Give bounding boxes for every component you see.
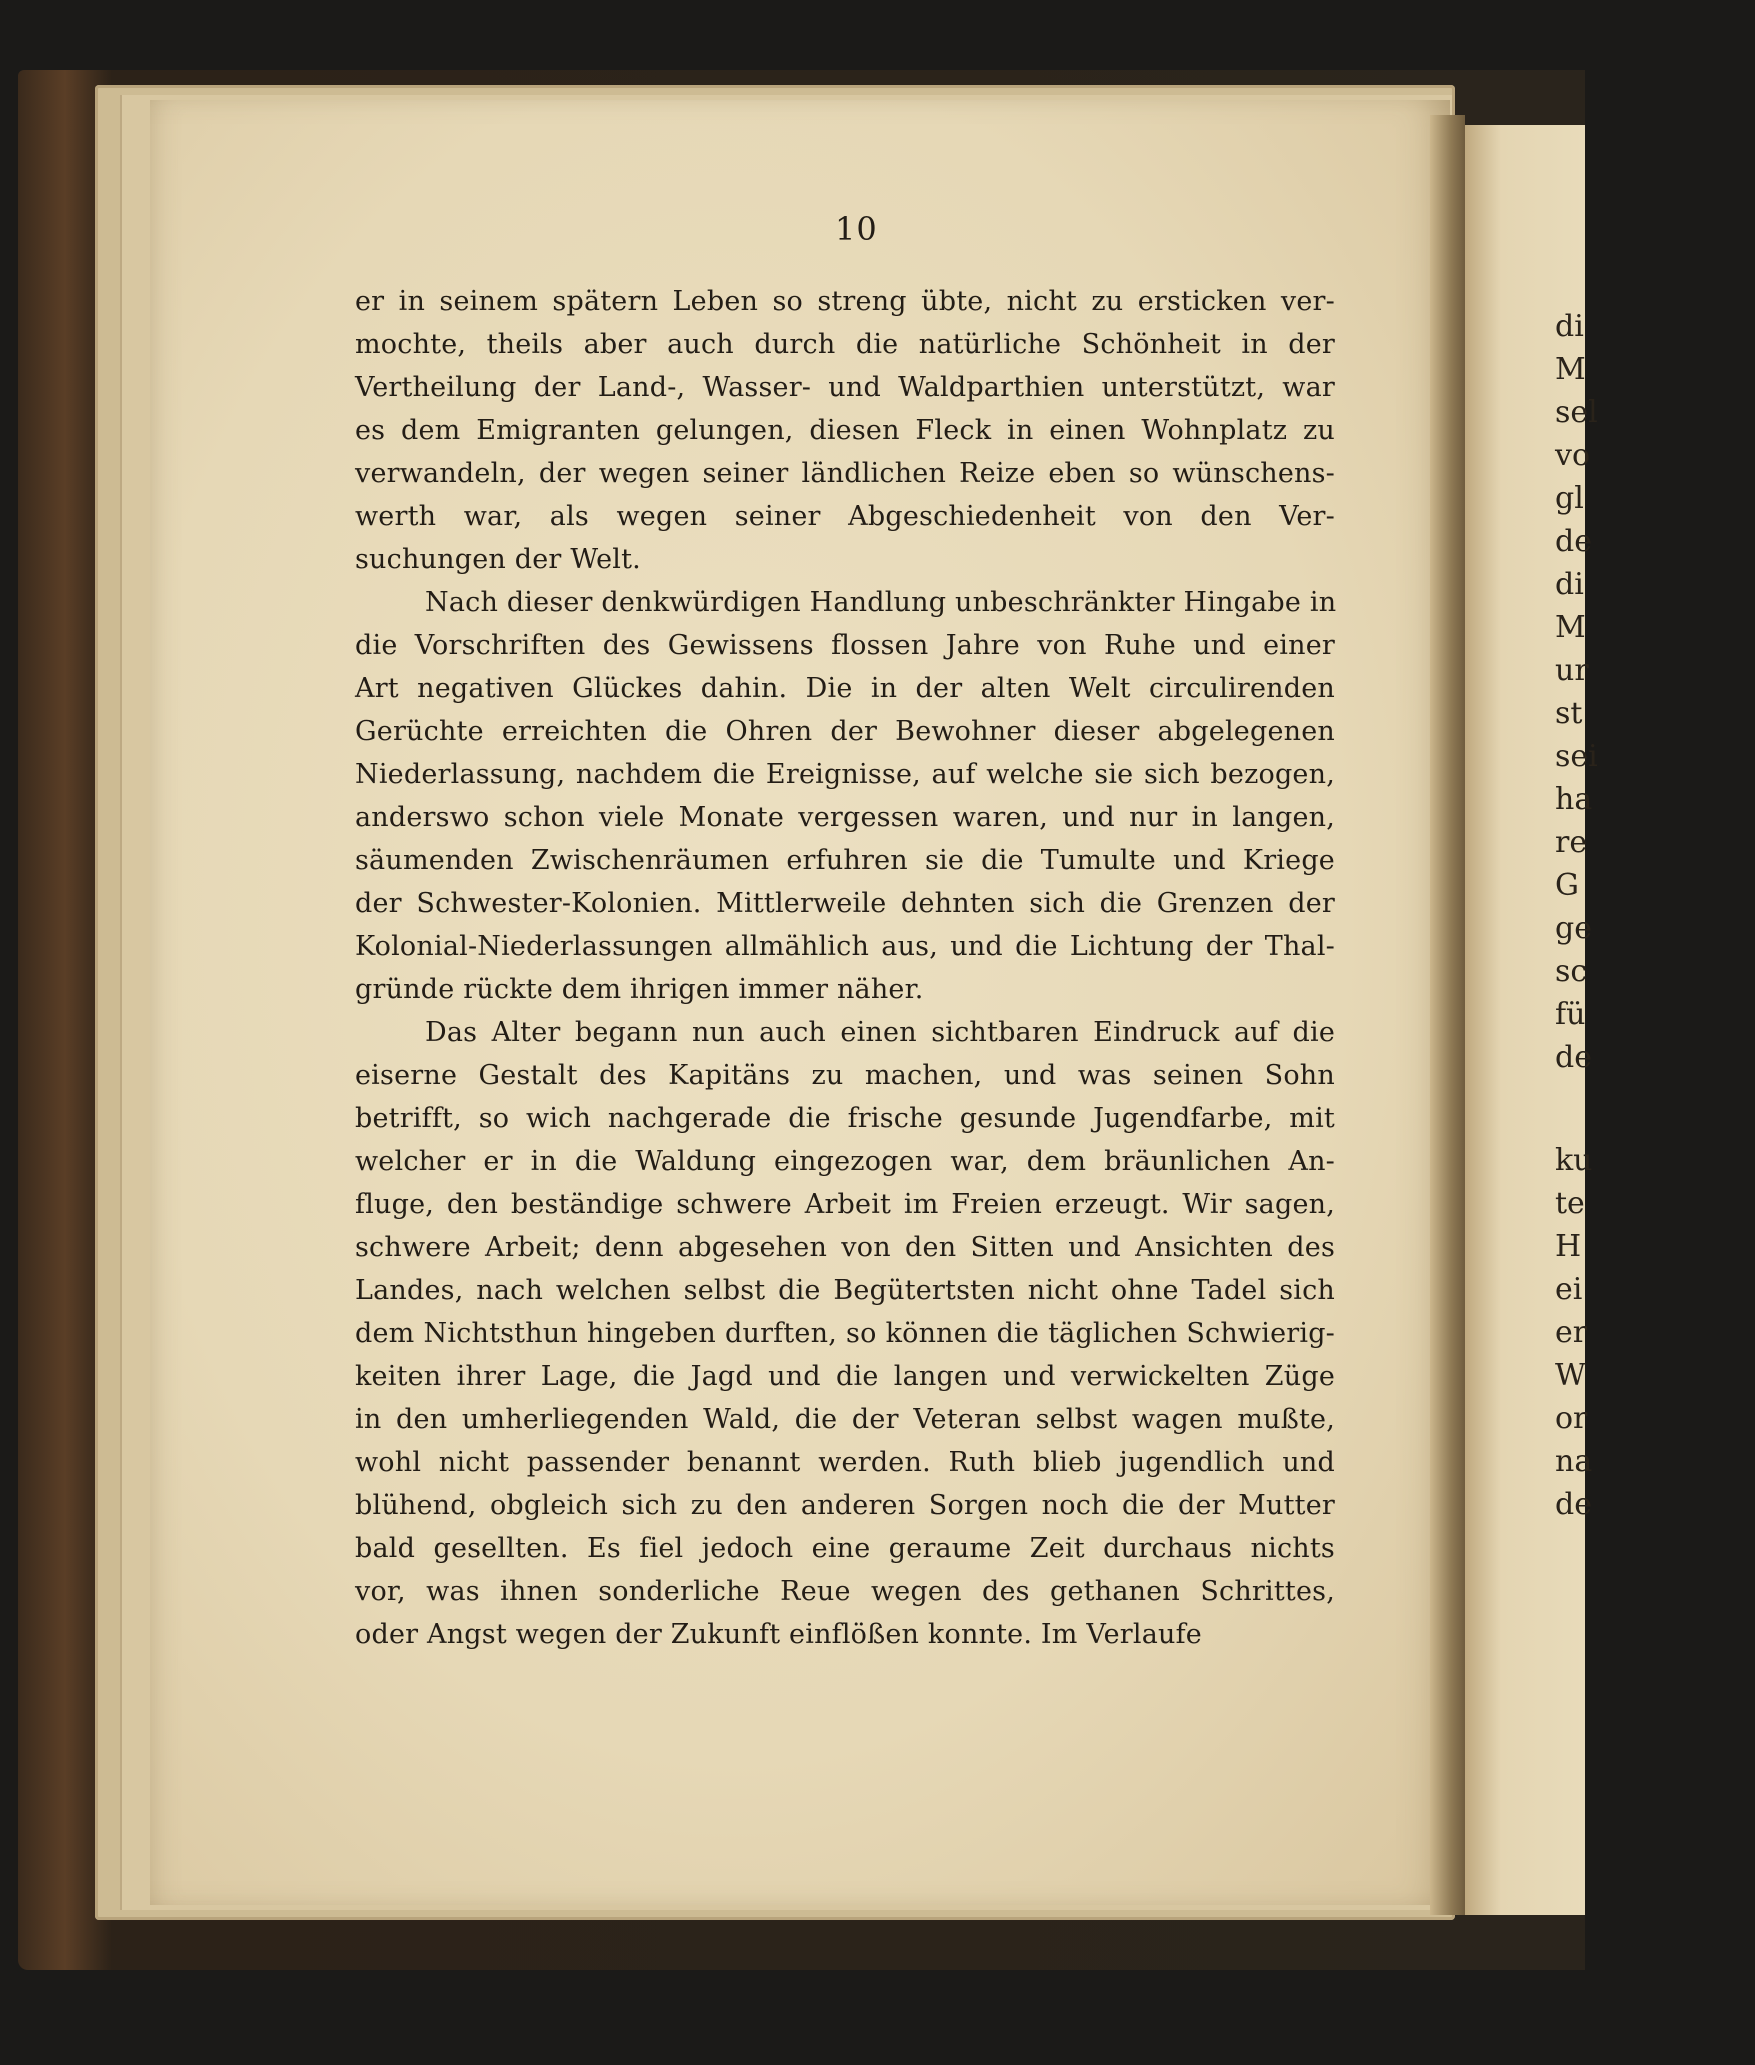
facing-text-fragment: gl	[1555, 481, 1584, 516]
text-line: gründe rückte dem ihrigen immer näher.	[355, 974, 924, 1005]
paragraph	[355, 1011, 1335, 1656]
facing-text-fragment: sel	[1555, 395, 1598, 430]
text-line: welcher er in die Waldung eingezogen war, dem bräunlichen An-	[355, 1146, 1335, 1177]
text-line: der Schwester-Kolonien. Mittlerweile dehnten sich die Grenzen der	[355, 888, 1335, 919]
text-line: schwere Arbeit; denn abgesehen von den Sitten und Ansichten des	[355, 1232, 1335, 1263]
facing-page	[1465, 125, 1598, 1915]
text-line: mochte, theils aber auch durch die natürliche Schönheit in der	[355, 329, 1335, 360]
text-line: in den umherliegenden Wald, die der Veteran selbst wagen mußte,	[355, 1404, 1335, 1435]
text-line: säumenden Zwischenräumen erfuhren sie die Tumulte und Kriege	[355, 845, 1335, 876]
facing-text-fragment: G	[1555, 868, 1579, 903]
facing-text-fragment: H	[1555, 1229, 1582, 1264]
text-line: Gerüchte erreichten die Ohren der Bewohner dieser abgelegenen	[355, 716, 1335, 747]
text-line: suchungen der Welt.	[355, 544, 641, 575]
facing-text-fragment: te	[1555, 1186, 1585, 1221]
facing-text-fragment: ha	[1555, 782, 1593, 817]
text-line: die Vorschriften des Gewissens flossen Jahre von Ruhe und einer	[355, 630, 1335, 661]
facing-text-fragment: vo	[1555, 438, 1591, 473]
facing-text-fragment: de	[1555, 524, 1592, 559]
facing-text-fragment: ur	[1555, 653, 1589, 688]
text-line: es dem Emigranten gelungen, diesen Fleck in einen Wohnplatz zu	[355, 415, 1335, 446]
facing-text-fragment: er	[1555, 1315, 1588, 1350]
text-line: oder Angst wegen der Zukunft einflößen konnte. Im Verlaufe	[355, 1619, 1202, 1650]
text-line: vor, was ihnen sonderliche Reue wegen des gethanen Schrittes,	[355, 1576, 1335, 1607]
text-line: er in seinem spätern Leben so streng übte, nicht zu ersticken ver-	[355, 286, 1335, 317]
text-line: werth war, als wegen seiner Abgeschiedenheit von den Ver-	[355, 501, 1335, 532]
paragraph	[355, 581, 1335, 1011]
text-line: Nach dieser denkwürdigen Handlung unbeschränkter Hingabe in	[425, 587, 1337, 618]
text-line: anderswo schon viele Monate vergessen waren, und nur in langen,	[355, 802, 1335, 833]
facing-paragraph-gap	[1555, 1079, 1755, 1139]
book-gutter	[1430, 115, 1465, 1915]
facing-text-fragment: re	[1555, 825, 1588, 860]
page-text-block	[355, 280, 1335, 1656]
text-line: bald gesellten. Es fiel jedoch eine geraume Zeit durchaus nichts	[355, 1533, 1335, 1564]
facing-text-fragment: di	[1555, 309, 1584, 344]
facing-text-fragment: de	[1555, 1487, 1592, 1522]
facing-page-text	[1555, 305, 1755, 1526]
text-line: fluge, den beständige schwere Arbeit im Freien erzeugt. Wir sagen,	[355, 1189, 1335, 1220]
facing-text-fragment: sc	[1555, 954, 1588, 989]
text-line: Landes, nach welchen selbst die Begütertsten nicht ohne Tadel sich	[355, 1275, 1335, 1306]
text-line: Art negativen Glückes dahin. Die in der alten Welt circulirenden	[355, 673, 1335, 704]
facing-text-fragment: na	[1555, 1444, 1593, 1479]
facing-text-fragment: ge	[1555, 911, 1592, 946]
text-line: keiten ihrer Lage, die Jagd und die langen und verwickelten Züge	[355, 1361, 1335, 1392]
text-line: Kolonial-Niederlassungen allmählich aus, und die Lichtung der Thal-	[355, 931, 1335, 962]
facing-text-fragment: ei	[1555, 1272, 1583, 1307]
facing-text-fragment: sei	[1555, 739, 1598, 774]
text-line: Das Alter begann nun auch einen sichtbaren Eindruck auf die	[425, 1017, 1335, 1048]
facing-text-fragment: st	[1555, 696, 1583, 731]
facing-text-fragment: M	[1555, 352, 1586, 387]
facing-text-fragment: di	[1555, 567, 1584, 602]
facing-text-fragment: de	[1555, 1040, 1592, 1075]
facing-text-fragment: W	[1555, 1358, 1586, 1393]
text-line: wohl nicht passender benannt werden. Ruth blieb jugendlich und	[355, 1447, 1335, 1478]
page-number: 10	[835, 210, 878, 248]
text-line: dem Nichtsthun hingeben durften, so können die täglichen Schwierig-	[355, 1318, 1335, 1349]
text-line: betrifft, so wich nachgerade die frische gesunde Jugendfarbe, mit	[355, 1103, 1335, 1134]
facing-text-fragment: fü	[1555, 997, 1586, 1032]
text-line: Vertheilung der Land-, Wasser- und Waldparthien unterstützt, war	[355, 372, 1335, 403]
text-line: Niederlassung, nachdem die Ereignisse, auf welche sie sich bezogen,	[355, 759, 1335, 790]
paragraph	[355, 280, 1335, 581]
facing-text-fragment: ku	[1555, 1143, 1593, 1178]
text-line: verwandeln, der wegen seiner ländlichen Reize eben so wünschens-	[355, 458, 1335, 489]
facing-text-fragment: M	[1555, 610, 1586, 645]
facing-text-fragment: or	[1555, 1401, 1588, 1436]
text-line: blühend, obgleich sich zu den anderen Sorgen noch die der Mutter	[355, 1490, 1335, 1521]
text-line: eiserne Gestalt des Kapitäns zu machen, und was seinen Sohn	[355, 1060, 1335, 1091]
